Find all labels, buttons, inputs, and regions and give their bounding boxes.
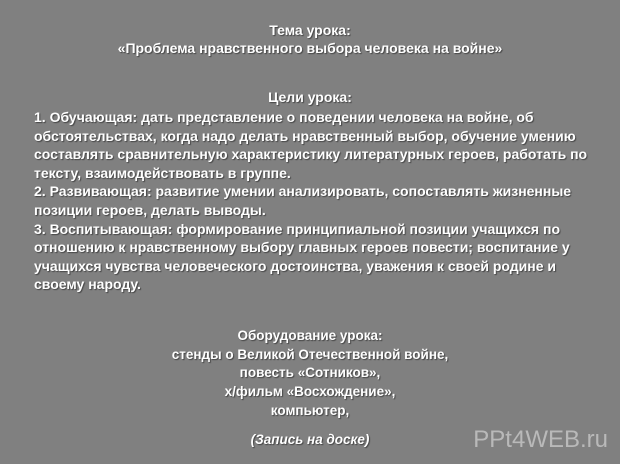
equipment-item: х/фильм «Восхождение», [224, 384, 396, 399]
goal-item: 3. Воспитывающая: формирование принципиальной позиции учащихся по отношению к нравственному выбору главных героев повести; воспитание у учащихся чувства человеческого достоинства, уважения к своей родине и своему народу. [34, 220, 570, 293]
goals-list [34, 108, 594, 294]
equipment-item: компьютер, [270, 403, 350, 418]
equipment-item: повесть «Сотников», [239, 365, 381, 380]
equipment-heading: Оборудование урока: [237, 328, 383, 343]
equipment-item: стенды о Великой Отечественной войне, [171, 347, 449, 362]
goal-item: 1. Обучающая: дать представление о поведении человека на войне, об обстоятельствах, когда надо делать нравственный выбор, обучение умению составлять сравнительную характеристику литературных героев, работать по тексту, взаимодействовать в группе. [34, 109, 588, 181]
topic-title: «Проблема нравственного выбора человека на войне» [117, 40, 503, 56]
goals-heading: Цели урока: [268, 89, 352, 105]
goal-item: 2. Развивающая: развитие умении анализировать, сопоставлять жизненные позиции героев, делать выводы. [34, 183, 572, 218]
board-note: (Запись на доске) [250, 432, 370, 447]
topic-heading: Тема урока: [269, 22, 351, 38]
watermark-logo: PPt4WEB.ru [473, 426, 608, 453]
